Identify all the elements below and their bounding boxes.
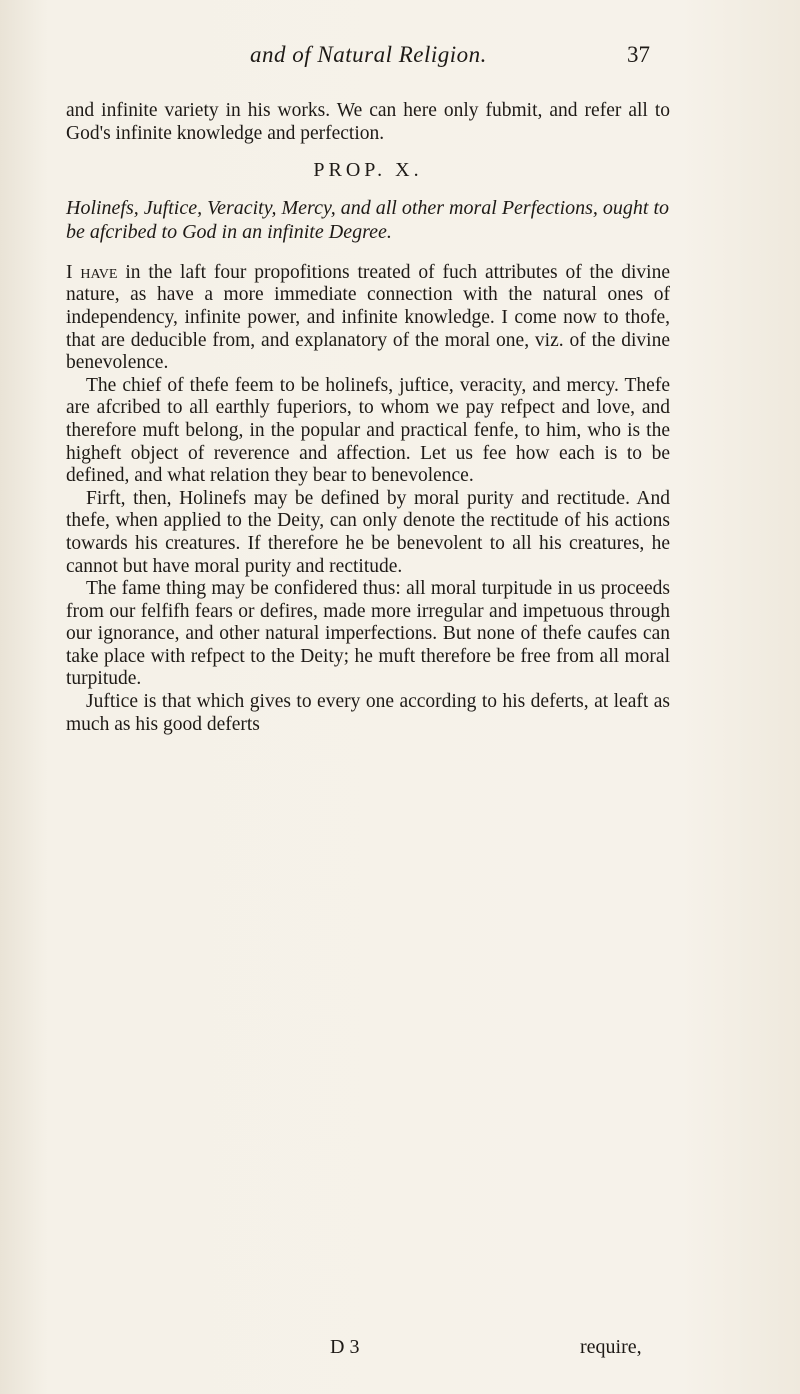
catchword: require, — [580, 1336, 642, 1358]
page-header — [0, 42, 800, 82]
page-footer — [0, 1336, 800, 1366]
paragraph-1 — [66, 262, 670, 375]
paragraph-2: The chief of thefe feem to be holinefs, juftice, veracity, and mercy. Thefe are afcribed to all earthly fuperiors, to whom we pay refpect and love, and therefore muft belong, in the popular and practical fenfe, to him, who is the higheft object of reverence and affection. Let us fee how each is to be defined, and what relation they bear to benevolence. — [66, 374, 670, 487]
paragraph-5: Juftice is that which gives to every one according to his deferts, at leaft as much as his good deferts — [66, 691, 670, 735]
opening-paragraph: and infinite variety in his works. We can here only fubmit, and refer all to God's infinite knowledge and perfection. — [66, 100, 670, 144]
body-text — [66, 100, 670, 736]
paragraph-1-text: in the laft four propofitions treated of fuch attributes of the divine nature, as have a more immediate connection with the natural ones of independency, infinite power, and infinite knowledge. I come now to thofe, that are deducible from, and explanatory of the moral one, viz. of the divine benevolence. — [66, 261, 670, 374]
signature-mark: D 3 — [330, 1336, 360, 1358]
proposition-subtitle: Holinefs, Juftice, Veracity, Mercy, and all other moral Perfections, ought to be afcribed to God in an infinite Degree. — [66, 196, 670, 243]
running-head: and of Natural Religion. — [250, 42, 487, 67]
page-number: 37 — [627, 42, 650, 67]
paragraph-4: The fame thing may be confidered thus: all moral turpitude in us proceeds from our felfifh fears or defires, made more irregular and impetuous through our ignorance, and other natural imperfections. But none of thefe caufes can take place with refpect to the Deity; he muft therefore be free from all moral turpitude. — [66, 578, 670, 690]
paragraph-1-lead: I have — [66, 261, 118, 283]
proposition-heading: PROP. X. — [313, 159, 423, 182]
paragraph-3: Firft, then, Holinefs may be defined by moral purity and rectitude. And thefe, when applied to the Deity, can only denote the rectitude of his actions towards his creatures. If therefore he be benevolent to all his creatures, he cannot but have moral purity and rectitude. — [66, 487, 670, 577]
